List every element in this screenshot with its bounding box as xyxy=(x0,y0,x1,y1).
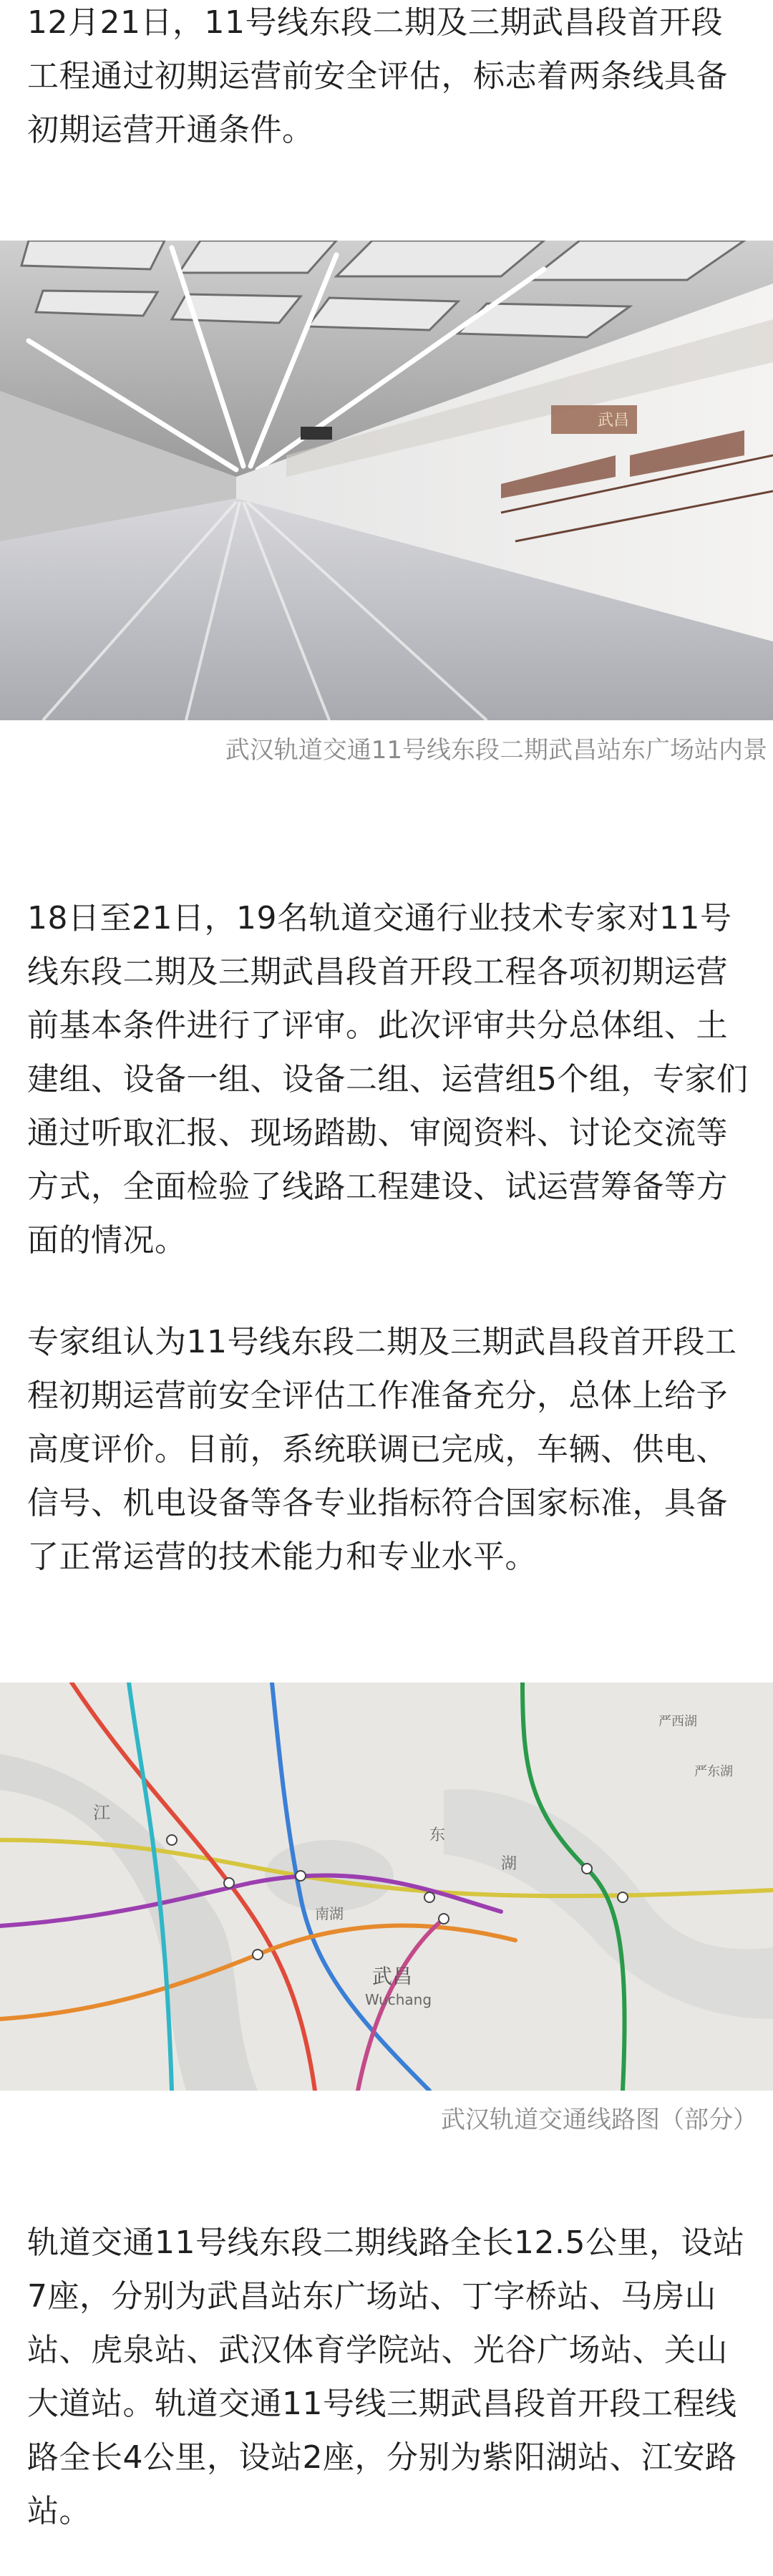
map-label-yandonghu: 严东湖 xyxy=(694,1764,733,1779)
map-label-wuchang-en: Wuchang xyxy=(365,1991,432,2008)
map-label-east: 东 xyxy=(429,1826,446,1844)
paragraph-line-details: 轨道交通11号线东段二期线路全长12.5公里，设站7座，分别为武昌站东广场站、丁字桥站、马房山站、虎泉站、武汉体育学院站、光谷广场站、关山大道站。轨道交通11号线三期武昌段首开段工程线路全长4公里，设站2座，分别为紫阳湖站、江安路站。 xyxy=(27,2224,745,2529)
photo-caption-map: 武汉轨道交通线路图（部分） xyxy=(441,2106,757,2134)
map-label-wuchang: 武昌 xyxy=(372,1965,413,1988)
map-label-jiang: 江 xyxy=(93,1803,110,1823)
photo-caption-interior: 武汉轨道交通11号线东段二期武昌站东广场站内景 xyxy=(225,736,767,765)
station-interior-photo xyxy=(0,241,773,720)
map-label-lake: 湖 xyxy=(501,1855,517,1873)
paragraph-intro: 12月21日，11号线东段二期及三期武昌段首开段工程通过初期运营前安全评估，标志着两条线具备初期运营开通条件。 xyxy=(27,4,728,148)
paragraph-review: 18日至21日，19名轨道交通行业技术专家对11号线东段二期及三期武昌段首开段工程各项初期运营前基本条件进行了评审。此次评审共分总体组、土建组、设备一组、设备二组、运营组5个组，专家们通过听取汇报、现场踏勘、审阅资料、讨论交流等方式，全面检验了线路工程建设、试运营筹备等方面的情况。 xyxy=(27,900,749,1259)
map-label-nanhu: 南湖 xyxy=(315,1905,344,1922)
map-label-yanxihu: 严西湖 xyxy=(658,1714,697,1729)
mural-sign: 武昌 xyxy=(598,412,630,430)
paragraph-evaluation: 专家组认为11号线东段二期及三期武昌段首开段工程初期运营前安全评估工作准备充分，总体上给予高度评价。目前，系统联调已完成，车辆、供电、信号、机电设备等各专业指标符合国家标准，具备了正常运营的技术能力和专业水平。 xyxy=(27,1324,737,1575)
metro-map-image xyxy=(0,1682,773,2091)
